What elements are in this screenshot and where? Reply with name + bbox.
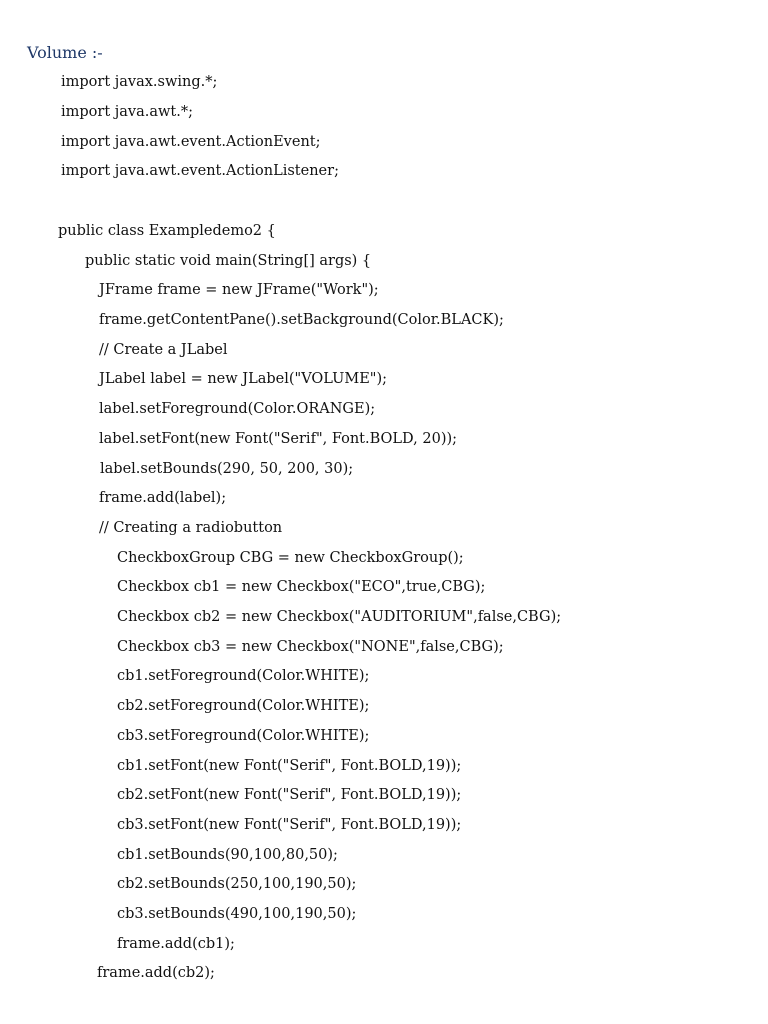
code-line: frame.add(cb1); bbox=[117, 936, 235, 952]
code-line: // Create a JLabel bbox=[99, 342, 228, 358]
code-line: frame.add(cb2); bbox=[97, 965, 215, 981]
code-line: public class Exampledemo2 { bbox=[58, 223, 276, 239]
code-line: label.setFont(new Font("Serif", Font.BOLD, 20)); bbox=[99, 431, 458, 447]
code-line: // Creating a radiobutton bbox=[99, 520, 283, 536]
code-line: cb3.setFont(new Font("Serif", Font.BOLD,19)); bbox=[117, 817, 462, 833]
code-line: cb2.setBounds(250,100,190,50); bbox=[117, 876, 357, 892]
code-line: import javax.swing.*; bbox=[61, 74, 218, 90]
code-line: cb2.setFont(new Font("Serif", Font.BOLD,19)); bbox=[117, 787, 462, 803]
code-line: label.setBounds(290, 50, 200, 30); bbox=[100, 461, 354, 477]
code-line: cb1.setForeground(Color.WHITE); bbox=[117, 668, 370, 684]
code-line: import java.awt.event.ActionEvent; bbox=[61, 134, 321, 150]
code-line: cb1.setFont(new Font("Serif", Font.BOLD,19)); bbox=[117, 758, 462, 774]
code-line: cb1.setBounds(90,100,80,50); bbox=[117, 847, 338, 863]
code-line: Checkbox cb2 = new Checkbox("AUDITORIUM",false,CBG); bbox=[117, 609, 562, 625]
code-line: frame.getContentPane().setBackground(Color.BLACK); bbox=[99, 312, 504, 328]
code-line: CheckboxGroup CBG = new CheckboxGroup(); bbox=[117, 550, 464, 566]
code-line: JFrame frame = new JFrame("Work"); bbox=[99, 282, 379, 298]
code-line: Checkbox cb1 = new Checkbox("ECO",true,CBG); bbox=[117, 579, 486, 595]
code-line: import java.awt.event.ActionListener; bbox=[61, 163, 339, 179]
code-line: public static void main(String[] args) { bbox=[85, 253, 372, 269]
code-line: Checkbox cb3 = new Checkbox("NONE",false,CBG); bbox=[117, 639, 504, 655]
code-line: import java.awt.*; bbox=[61, 104, 193, 120]
code-line: cb2.setForeground(Color.WHITE); bbox=[117, 698, 370, 714]
code-line: cb3.setBounds(490,100,190,50); bbox=[117, 906, 357, 922]
code-line: frame.add(label); bbox=[99, 490, 227, 506]
code-line: cb3.setForeground(Color.WHITE); bbox=[117, 728, 370, 744]
code-line: label.setForeground(Color.ORANGE); bbox=[99, 401, 376, 417]
section-heading: Volume :- bbox=[27, 43, 103, 62]
code-line: JLabel label = new JLabel("VOLUME"); bbox=[99, 371, 388, 387]
